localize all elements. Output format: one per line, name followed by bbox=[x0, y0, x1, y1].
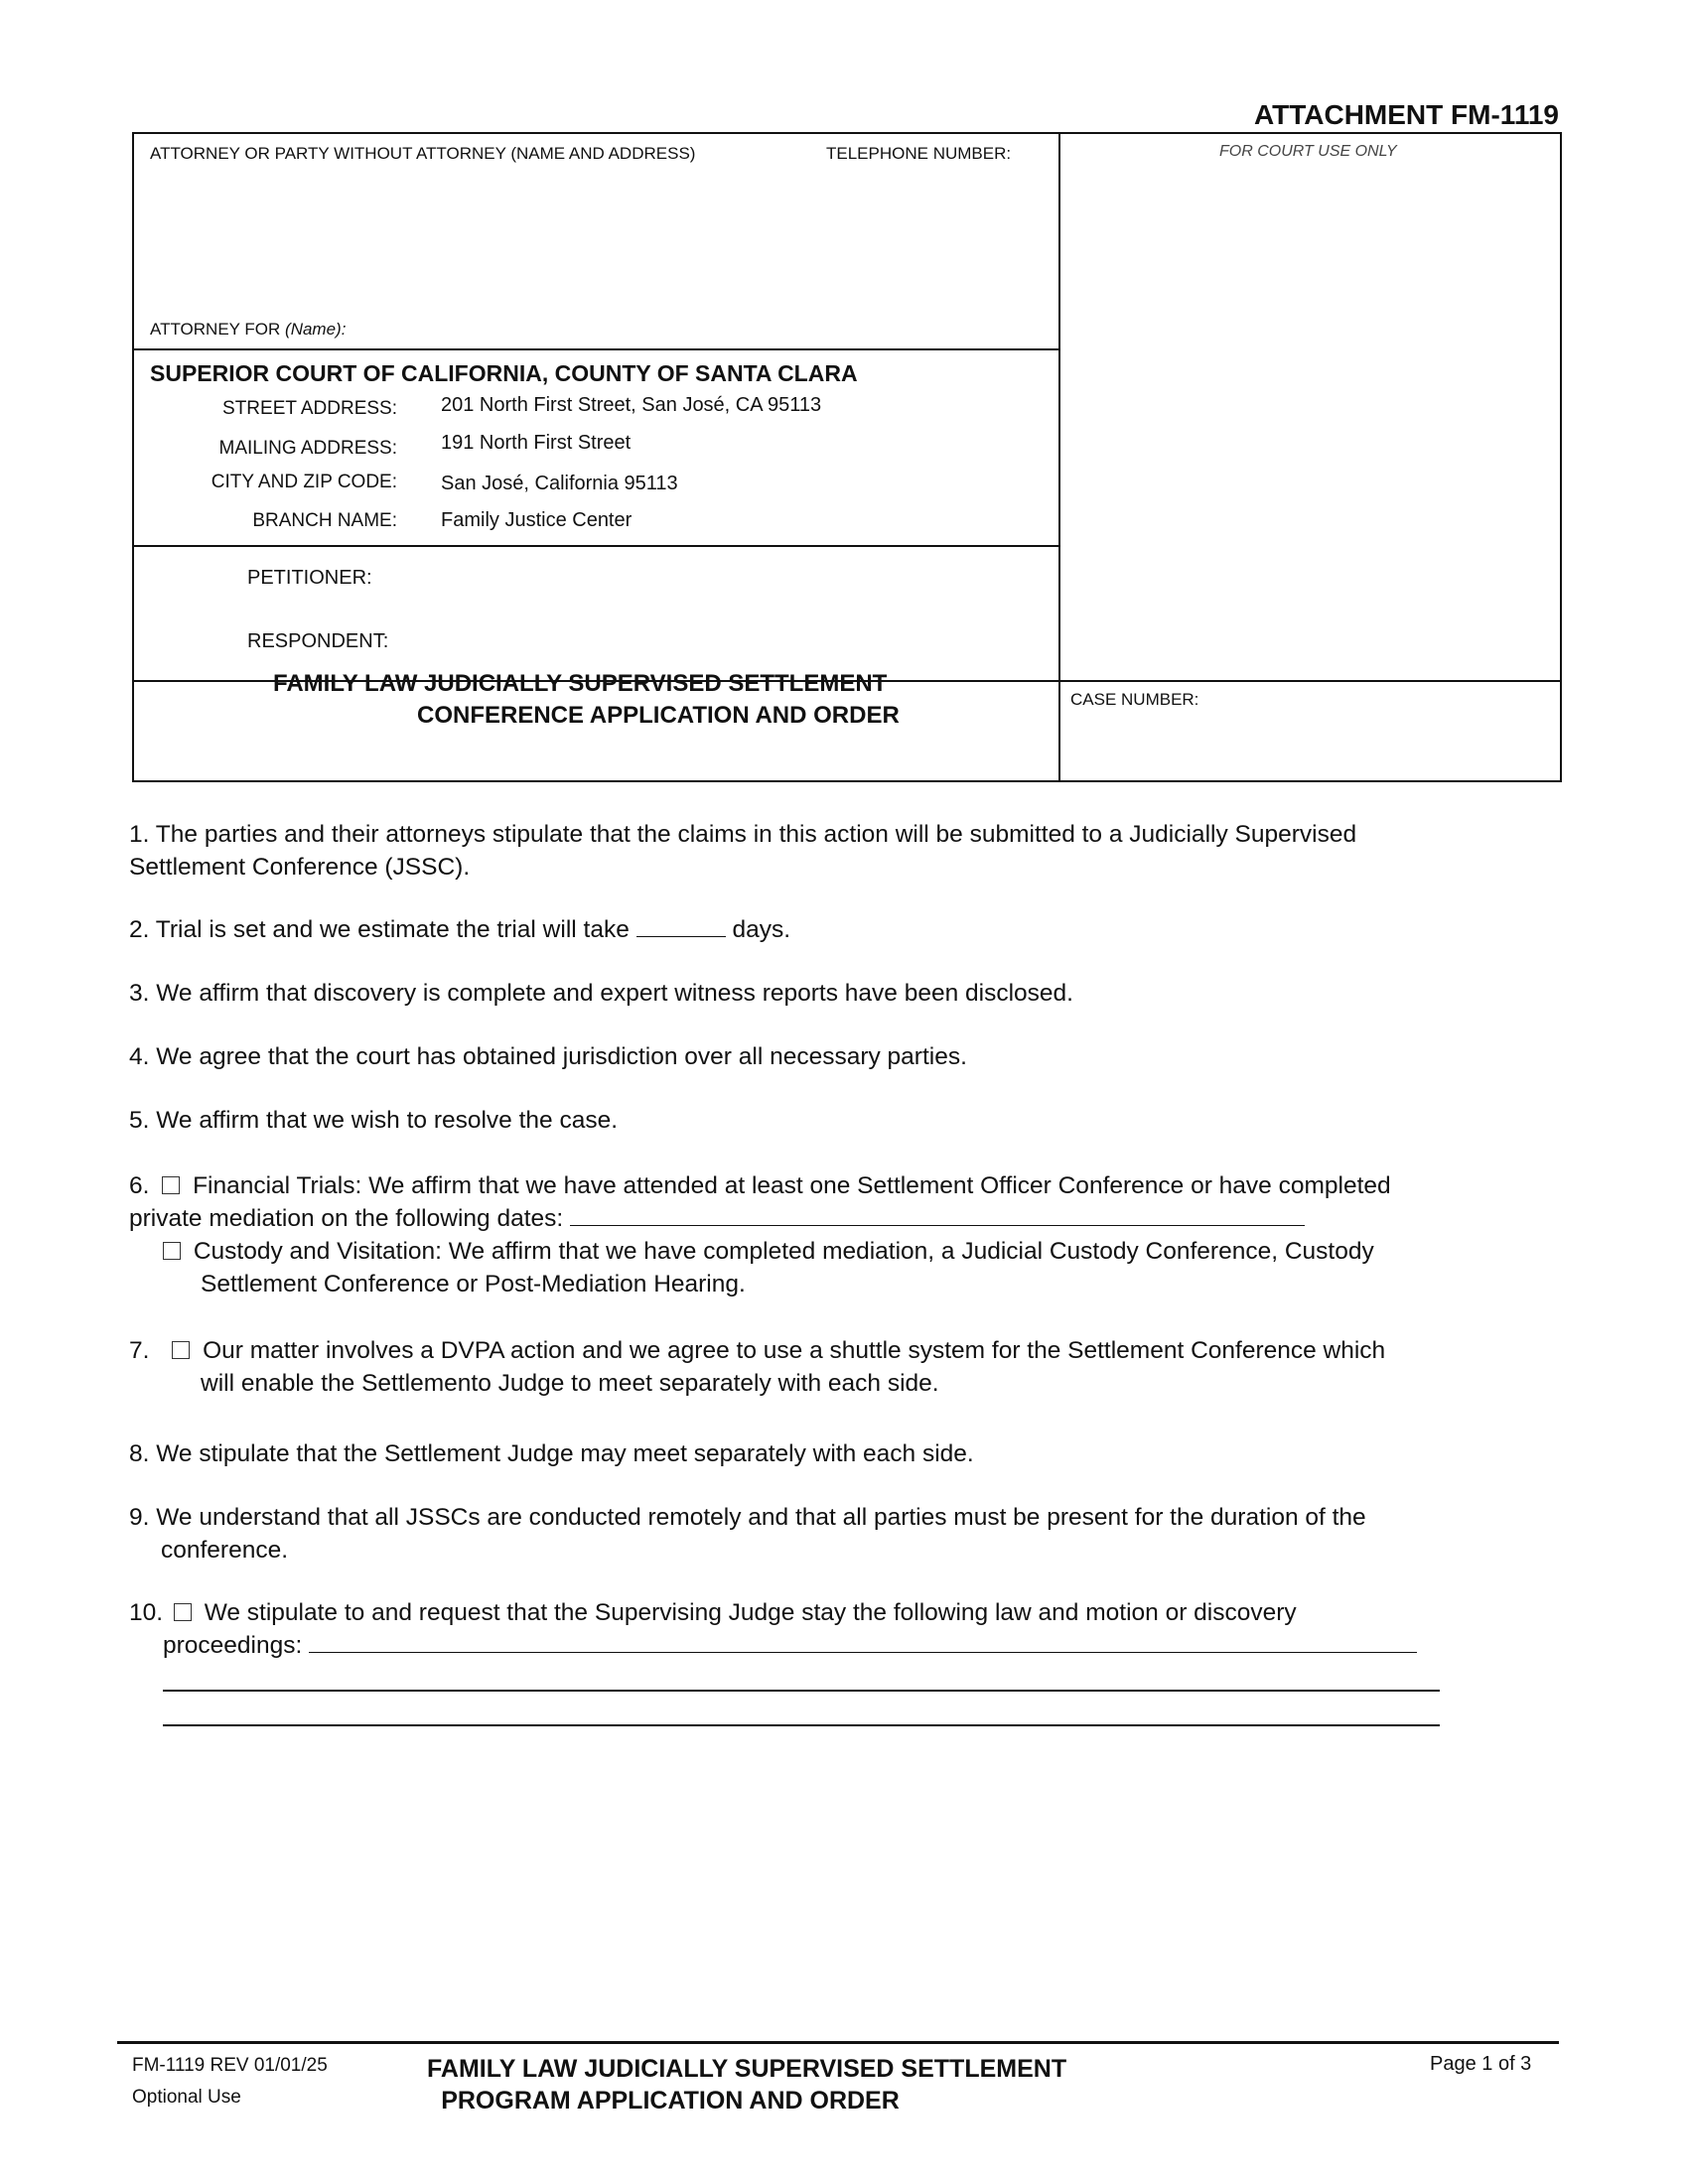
street-address-value: 201 North First Street, San José, CA 95113 bbox=[441, 394, 822, 416]
footer-title-line2: PROGRAM APPLICATION AND ORDER bbox=[441, 2087, 900, 2115]
branch-name-value: Family Justice Center bbox=[441, 509, 633, 531]
item-7 bbox=[129, 1334, 1579, 1400]
attorney-for-label bbox=[150, 320, 346, 340]
caption-box bbox=[132, 132, 1562, 782]
attachment-label: ATTACHMENT FM-1119 bbox=[1254, 99, 1559, 130]
item-4: 4. We agree that the court has obtained jurisdiction over all necessary parties. bbox=[129, 1043, 967, 1070]
item-2-text: 2. Trial is set and we estimate the trial will take bbox=[129, 916, 630, 943]
proceedings-blank-line[interactable] bbox=[163, 1690, 1440, 1692]
caption-divider bbox=[1058, 134, 1060, 780]
item-10-line2: proceedings: bbox=[163, 1632, 303, 1659]
page-number: Page 1 of 3 bbox=[1430, 2053, 1532, 2075]
item-10-number: 10. bbox=[129, 1599, 164, 1626]
city-zip-label: CITY AND ZIP CODE: bbox=[211, 472, 397, 492]
item-1-line2: Settlement Conference (JSSC). bbox=[129, 854, 471, 881]
item-1 bbox=[129, 818, 1579, 884]
proceedings-blank-line[interactable] bbox=[163, 1724, 1440, 1726]
court-name: SUPERIOR COURT OF CALIFORNIA, COUNTY OF SANTA CLARA bbox=[150, 360, 858, 386]
item-2-days: days. bbox=[732, 916, 791, 943]
mailing-address-value: 191 North First Street bbox=[441, 432, 632, 454]
mailing-address-label: MAILING ADDRESS: bbox=[218, 438, 397, 459]
footer-title-line1: FAMILY LAW JUDICIALLY SUPERVISED SETTLEMENT bbox=[427, 2055, 1067, 2083]
item-10-line1: We stipulate to and request that the Supervising Judge stay the following law and motion or discovery bbox=[204, 1599, 1297, 1626]
caption-rule bbox=[134, 545, 1058, 547]
item-7-line1: Our matter involves a DVPA action and we agree to use a shuttle system for the Settlement Conference which bbox=[203, 1337, 1386, 1364]
attorney-label: ATTORNEY OR PARTY WITHOUT ATTORNEY (NAME AND ADDRESS) bbox=[150, 144, 696, 163]
form-title-line2: CONFERENCE APPLICATION AND ORDER bbox=[417, 702, 900, 729]
court-use-label: FOR COURT USE ONLY bbox=[1219, 143, 1397, 160]
item-7-line2: will enable the Settlemento Judge to meet separately with each side. bbox=[201, 1370, 939, 1397]
footer-title bbox=[427, 2053, 1067, 2116]
item-9 bbox=[129, 1501, 1579, 1567]
form-id: FM-1119 REV 01/01/25 bbox=[132, 2055, 328, 2076]
attorney-for-name-hint: (Name): bbox=[285, 320, 347, 339]
proceedings-blank[interactable] bbox=[309, 1632, 1417, 1653]
item-2 bbox=[129, 913, 1579, 946]
caption-rule bbox=[134, 348, 1058, 350]
respondent-label: RESPONDENT: bbox=[247, 630, 389, 652]
case-number-label: CASE NUMBER: bbox=[1070, 690, 1199, 709]
item-9-line2: conference. bbox=[161, 1537, 289, 1564]
item-6b-line1: Custody and Visitation: We affirm that we have completed mediation, a Judicial Custody Conference, Custody bbox=[193, 1238, 1374, 1265]
item-6 bbox=[129, 1169, 1579, 1300]
trial-days-blank[interactable] bbox=[636, 916, 726, 937]
attorney-for-text: ATTORNEY FOR bbox=[150, 320, 281, 339]
dvpa-checkbox[interactable] bbox=[172, 1341, 190, 1359]
custody-visitation-checkbox[interactable] bbox=[163, 1242, 181, 1260]
item-9-line1: 9. We understand that all JSSCs are conducted remotely and that all parties must be present for the duration of the bbox=[129, 1504, 1366, 1531]
form-title-line1: FAMILY LAW JUDICIALLY SUPERVISED SETTLEMENT bbox=[273, 670, 888, 697]
item-6-number: 6. bbox=[129, 1172, 150, 1199]
stay-proceedings-checkbox[interactable] bbox=[174, 1603, 192, 1621]
item-8: 8. We stipulate that the Settlement Judge may meet separately with each side. bbox=[129, 1440, 974, 1467]
item-6-line2: private mediation on the following dates: bbox=[129, 1205, 564, 1232]
item-1-line1: 1. The parties and their attorneys stipulate that the claims in this action will be submitted to a Judicially Supervised bbox=[129, 821, 1357, 848]
street-address-label: STREET ADDRESS: bbox=[222, 398, 397, 419]
branch-name-label: BRANCH NAME: bbox=[252, 510, 397, 531]
city-zip-value: San José, California 95113 bbox=[441, 473, 678, 494]
item-6b-line2: Settlement Conference or Post-Mediation Hearing. bbox=[201, 1271, 746, 1297]
footer-rule bbox=[117, 2041, 1559, 2044]
petitioner-label: PETITIONER: bbox=[247, 567, 372, 589]
item-10 bbox=[129, 1596, 1579, 1662]
item-3: 3. We affirm that discovery is complete and expert witness reports have been disclosed. bbox=[129, 980, 1073, 1007]
financial-trials-checkbox[interactable] bbox=[162, 1176, 180, 1194]
optional-use: Optional Use bbox=[132, 2087, 241, 2108]
item-7-number: 7. bbox=[129, 1337, 150, 1364]
item-5: 5. We affirm that we wish to resolve the case. bbox=[129, 1107, 619, 1134]
telephone-label: TELEPHONE NUMBER: bbox=[826, 144, 1012, 163]
mediation-dates-blank[interactable] bbox=[570, 1205, 1305, 1226]
item-6-line1: Financial Trials: We affirm that we have attended at least one Settlement Officer Conference or have completed bbox=[193, 1172, 1391, 1199]
